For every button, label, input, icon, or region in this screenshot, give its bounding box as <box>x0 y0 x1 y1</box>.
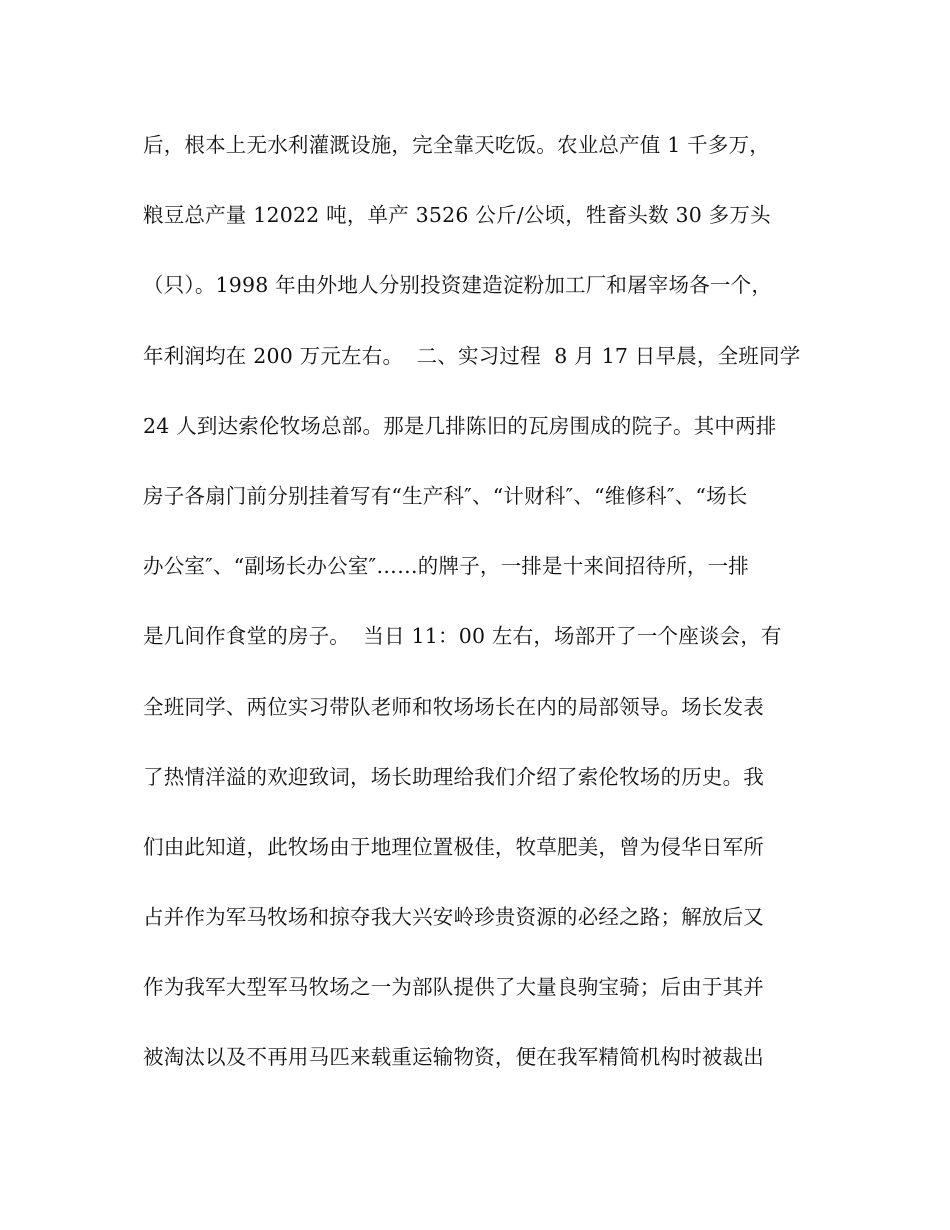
text-line: 了热情洋溢的欢迎致词，场长助理给我们介绍了索伦牧场的历史。我 <box>143 764 764 789</box>
text-line: 24 人到达索伦牧场总部。那是几排陈旧的瓦房围成的院子。其中两排 <box>143 413 777 438</box>
text-line: 后，根本上无水利灌溉设施，完全靠天吃饭。农业总产值 1 千多万， <box>143 133 770 157</box>
text-line: 办公室″、“副场长办公室″……的牌子，一排是十来间招待所，一排 <box>143 554 749 579</box>
text-line: 是几间作食堂的房子。 当日 11：00 左右，场部开了一个座谈会，有 <box>143 624 782 649</box>
text-line: 房子各扇门前分别挂着写有“生产科″、“计财科″、“维修科″、“场长 <box>143 483 748 508</box>
text-line: 们由此知道，此牧场由于地理位置极佳，牧草肥美，曾为侵华日军所 <box>143 834 764 859</box>
text-line: 占并作为军马牧场和掠夺我大兴安岭珍贵资源的必经之路；解放后又 <box>143 905 764 930</box>
body-text <box>143 122 823 1105</box>
text-line: 作为我军大型军马牧场之一为部队提供了大量良驹宝骑；后由于其并 <box>143 975 764 1000</box>
text-line: 粮豆总产量 12022 吨，单产 3526 公斤/公顷，牲畜头数 30 多万头 <box>143 203 771 228</box>
text-line: （只）。1998 年由外地人分别投资建造淀粉加工厂和屠宰场各一个， <box>143 273 773 298</box>
text-line: 年利润均在 200 万元左右。 二、实习过程 8 月 17 日早晨，全班同学 <box>143 343 801 368</box>
text-line: 全班同学、两位实习带队老师和牧场场长在内的局部领导。场长发表 <box>143 694 764 719</box>
text-line: 被淘汰以及不再用马匹来载重运输物资，便在我军精简机构时被裁出 <box>143 1045 764 1070</box>
